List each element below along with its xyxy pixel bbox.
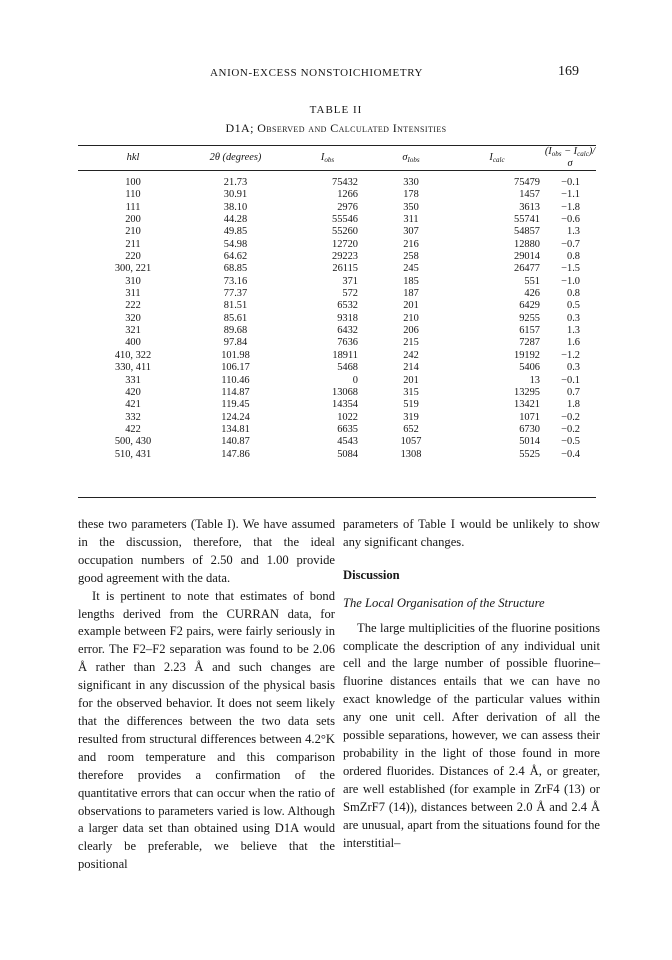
- cell-hkl: 111: [125, 201, 141, 213]
- cell-sigma: 307: [403, 226, 419, 238]
- cell-iobs: 4543: [337, 436, 358, 448]
- table-row: [78, 337, 596, 349]
- table-row: [78, 202, 596, 214]
- cell-hkl: 420: [125, 386, 141, 398]
- cell-2theta: 101.98: [221, 349, 250, 361]
- cell-iobs: 75432: [332, 177, 358, 188]
- cell-hkl: 400: [125, 337, 141, 349]
- cell-hkl: 200: [125, 214, 141, 226]
- cell-sigma: 178: [403, 189, 419, 201]
- cell-iobs: 6635: [337, 423, 358, 435]
- table-row: [78, 226, 596, 238]
- cell-2theta: 140.87: [221, 436, 250, 448]
- cell-icalc: 3613: [519, 201, 540, 213]
- cell-icalc: 5406: [519, 362, 540, 374]
- cell-sigma: 210: [403, 312, 419, 324]
- section-heading: Discussion: [343, 567, 400, 582]
- cell-residual: −0.4: [561, 448, 580, 460]
- table-row: [78, 350, 596, 362]
- cell-sigma: 319: [403, 411, 419, 423]
- cell-residual: 1.3: [567, 325, 580, 337]
- cell-sigma: 315: [403, 386, 419, 398]
- cell-2theta: 97.84: [223, 337, 248, 349]
- cell-iobs: 7636: [337, 337, 358, 349]
- cell-2theta: 38.10: [223, 201, 248, 213]
- table-row: [78, 375, 596, 387]
- cell-icalc: 13: [529, 374, 540, 386]
- cell-hkl: 421: [125, 399, 141, 411]
- header-iobs: $I_{obs}$: [320, 151, 335, 164]
- left-column: [78, 516, 335, 874]
- table-caption: D1A; Observed and Calculated Intensities: [225, 121, 447, 135]
- table-row: [78, 170, 596, 189]
- cell-residual: −0.2: [561, 411, 580, 423]
- cell-sigma: 185: [403, 275, 419, 287]
- cell-2theta: 54.98: [223, 238, 248, 250]
- table-row: [78, 288, 596, 300]
- table-row: [78, 449, 596, 461]
- cell-icalc: 9255: [519, 312, 540, 324]
- cell-iobs: 55260: [332, 226, 358, 238]
- left-paragraph-1: these two parameters (Table I). We have assumed in the discussion, therefore, that the ideal occupation numbers of 2.50 and 1.00 provide good agreement with the data.: [78, 517, 335, 585]
- cell-iobs: 55546: [332, 214, 358, 226]
- left-paragraph-2: It is pertinent to note that estimates of bond lengths derived from the CURRAN data, for example between F2 pairs, were fairly seriously in error. The F2–F2 separation was found to be 2.06 Å rather than 2.23 Å and such changes are significant in any discussion of the physical basis for the observed behavior. It does not seem likely that the differences between the two data sets resulted from structural differences between 4.2°K and room temperature and this comparison therefore provides a confirmation of the quantitative errors that can occur when the ratio of observations to parameters varied is low. Although a larger data set than obtained using D1A would clearly be preferable, we believe that the positional: [78, 588, 335, 872]
- cell-hkl: 110: [125, 189, 141, 201]
- cell-icalc: 551: [524, 275, 540, 287]
- cell-hkl: 330, 411: [115, 362, 151, 374]
- cell-sigma: 350: [403, 201, 419, 213]
- cell-residual: −0.5: [561, 436, 580, 448]
- table-row: [78, 189, 596, 201]
- intensity-table: [78, 145, 596, 461]
- cell-icalc: 7287: [519, 337, 540, 349]
- cell-2theta: 30.91: [223, 189, 248, 201]
- table-row: [78, 424, 596, 436]
- cell-sigma: 187: [403, 288, 419, 300]
- cell-iobs: 6532: [337, 300, 358, 312]
- cell-iobs: 5468: [337, 362, 358, 374]
- header-hkl: hkl: [126, 152, 140, 163]
- cell-hkl: 422: [125, 423, 141, 435]
- cell-residual: 0.3: [567, 312, 580, 324]
- cell-residual: −1.5: [561, 263, 580, 275]
- cell-2theta: 147.86: [221, 448, 250, 460]
- table-label: TABLE II: [309, 104, 363, 116]
- cell-2theta: 119.45: [221, 399, 250, 411]
- cell-iobs: 9318: [337, 312, 358, 324]
- cell-2theta: 114.87: [221, 386, 250, 398]
- cell-icalc: 1457: [519, 189, 540, 201]
- cell-icalc: 1071: [519, 411, 540, 423]
- table-row: [78, 436, 596, 448]
- cell-iobs: 2976: [337, 201, 358, 213]
- cell-hkl: 410, 322: [114, 349, 152, 361]
- cell-sigma: 311: [403, 214, 419, 226]
- cell-hkl: 100: [125, 177, 141, 188]
- cell-hkl: 211: [125, 238, 141, 250]
- table-row: [78, 263, 596, 275]
- cell-icalc: 5525: [519, 448, 540, 460]
- cell-residual: −1.8: [561, 201, 580, 213]
- cell-hkl: 321: [125, 325, 141, 337]
- cell-iobs: 572: [342, 288, 358, 300]
- cell-iobs: 1266: [337, 189, 358, 201]
- cell-residual: 0.8: [567, 288, 580, 300]
- cell-icalc: 13295: [514, 386, 540, 398]
- header-residual: $(I_{obs} - I_{calc})/\sigma$: [544, 146, 596, 169]
- cell-hkl: 220: [125, 251, 141, 263]
- cell-icalc: 26477: [514, 263, 540, 275]
- cell-sigma: 242: [403, 349, 419, 361]
- cell-iobs: 0: [352, 374, 358, 386]
- cell-hkl: 500, 430: [114, 436, 152, 448]
- cell-iobs: 29223: [332, 251, 358, 263]
- cell-2theta: 85.61: [223, 312, 248, 324]
- cell-2theta: 68.85: [223, 263, 248, 275]
- cell-sigma: 330: [403, 177, 419, 188]
- cell-hkl: 311: [125, 288, 141, 300]
- cell-hkl: 222: [125, 300, 141, 312]
- cell-residual: −0.1: [561, 374, 580, 386]
- cell-icalc: 6730: [519, 423, 540, 435]
- cell-2theta: 110.46: [221, 374, 250, 386]
- cell-sigma: 258: [403, 251, 419, 263]
- table-row: [78, 325, 596, 337]
- header-2theta: 2θ (degrees): [209, 152, 262, 163]
- cell-residual: 0.8: [567, 251, 580, 263]
- cell-2theta: 49.85: [223, 226, 248, 238]
- table-row: [78, 300, 596, 312]
- cell-2theta: 77.37: [223, 288, 248, 300]
- cell-sigma: 652: [403, 423, 419, 435]
- cell-iobs: 371: [342, 275, 358, 287]
- cell-residual: −0.1: [561, 177, 580, 188]
- cell-2theta: 44.28: [223, 214, 248, 226]
- cell-hkl: 210: [125, 226, 141, 238]
- cell-hkl: 310: [125, 275, 141, 287]
- table-row: [78, 412, 596, 424]
- cell-iobs: 1022: [337, 411, 358, 423]
- cell-2theta: 21.73: [223, 177, 248, 188]
- cell-icalc: 55741: [514, 214, 540, 226]
- cell-residual: 0.3: [567, 362, 580, 374]
- page-number: 169: [558, 64, 579, 79]
- cell-icalc: 12880: [514, 238, 540, 250]
- cell-hkl: 320: [125, 312, 141, 324]
- cell-iobs: 13068: [332, 386, 358, 398]
- cell-residual: 0.5: [567, 300, 580, 312]
- cell-iobs: 14354: [332, 399, 358, 411]
- cell-2theta: 73.16: [223, 275, 248, 287]
- header-icalc: $I_{calc}$: [489, 151, 505, 164]
- cell-sigma: 245: [403, 263, 419, 275]
- right-paragraph-1: parameters of Table I would be unlikely to show any significant changes.: [343, 517, 600, 549]
- cell-sigma: 216: [403, 238, 419, 250]
- cell-icalc: 75479: [514, 177, 540, 188]
- cell-sigma: 215: [403, 337, 419, 349]
- table-header-row: [78, 145, 596, 170]
- cell-2theta: 81.51: [223, 300, 248, 312]
- table-row: [78, 362, 596, 374]
- table-row: [78, 387, 596, 399]
- right-column: [343, 516, 600, 852]
- cell-2theta: 134.81: [221, 423, 250, 435]
- cell-icalc: 6157: [519, 325, 540, 337]
- cell-sigma: 214: [403, 362, 419, 374]
- cell-icalc: 5014: [519, 436, 540, 448]
- cell-residual: 1.8: [567, 399, 580, 411]
- cell-residual: 1.6: [567, 337, 580, 349]
- cell-icalc: 19192: [514, 349, 540, 361]
- cell-sigma: 201: [403, 374, 419, 386]
- table-row: [78, 251, 596, 263]
- cell-residual: 1.3: [567, 226, 580, 238]
- cell-residual: −0.7: [561, 238, 580, 250]
- cell-residual: 0.7: [567, 386, 580, 398]
- cell-2theta: 64.62: [223, 251, 248, 263]
- cell-icalc: 54857: [514, 226, 540, 238]
- header-sigma-iobs: $\sigma_{Iobs}$: [402, 151, 420, 164]
- cell-2theta: 106.17: [221, 362, 250, 374]
- cell-residual: −1.0: [561, 275, 580, 287]
- table-row: [78, 276, 596, 288]
- cell-residual: −1.1: [561, 189, 580, 201]
- cell-residual: −0.2: [561, 423, 580, 435]
- table-row: [78, 313, 596, 325]
- running-head-title: ANION-EXCESS NONSTOICHIOMETRY: [210, 67, 424, 79]
- cell-iobs: 5084: [337, 448, 358, 460]
- cell-sigma: 519: [403, 399, 419, 411]
- table-row: [78, 214, 596, 226]
- cell-iobs: 6432: [337, 325, 358, 337]
- cell-iobs: 12720: [332, 238, 358, 250]
- cell-2theta: 124.24: [221, 411, 250, 423]
- cell-iobs: 26115: [332, 263, 358, 275]
- cell-hkl: 332: [125, 411, 141, 423]
- cell-hkl: 331: [125, 374, 141, 386]
- table-bottom-rule: [78, 497, 596, 498]
- cell-sigma: 1308: [400, 448, 422, 460]
- right-paragraph-2: The large multiplicities of the fluorine positions complicate the description of any individual unit cell and the large number of possible fluorine–fluorine distances entails that we can have no exact knowledge of the particular values within any one unit cell. After derivation of all the possible separations, however, we can assess their probability in the light of those found in more ordered fluorides. Distances of 2.4 Å, or greater, are well established (for example in ZrF4 (13) or SmZrF7 (14)), distances between 2.0 Å and 2.4 Å are unusual, apart from the situations found for the interstitial–: [343, 620, 600, 850]
- table-row: [78, 399, 596, 411]
- cell-sigma: 201: [403, 300, 419, 312]
- cell-residual: −0.6: [561, 214, 580, 226]
- table-row: [78, 239, 596, 251]
- cell-icalc: 426: [524, 288, 540, 300]
- cell-residual: −1.2: [561, 349, 580, 361]
- table-body: [78, 170, 596, 461]
- cell-icalc: 29014: [514, 251, 540, 263]
- cell-sigma: 206: [403, 325, 419, 337]
- subsection-heading: The Local Organisation of the Structure: [343, 595, 545, 610]
- cell-2theta: 89.68: [223, 325, 248, 337]
- cell-hkl: 300, 221: [114, 263, 152, 275]
- cell-icalc: 13421: [514, 399, 540, 411]
- cell-hkl: 510, 431: [114, 448, 152, 460]
- cell-sigma: 1057: [400, 436, 422, 448]
- cell-icalc: 6429: [519, 300, 540, 312]
- cell-iobs: 18911: [332, 349, 358, 361]
- running-head: [0, 64, 672, 87]
